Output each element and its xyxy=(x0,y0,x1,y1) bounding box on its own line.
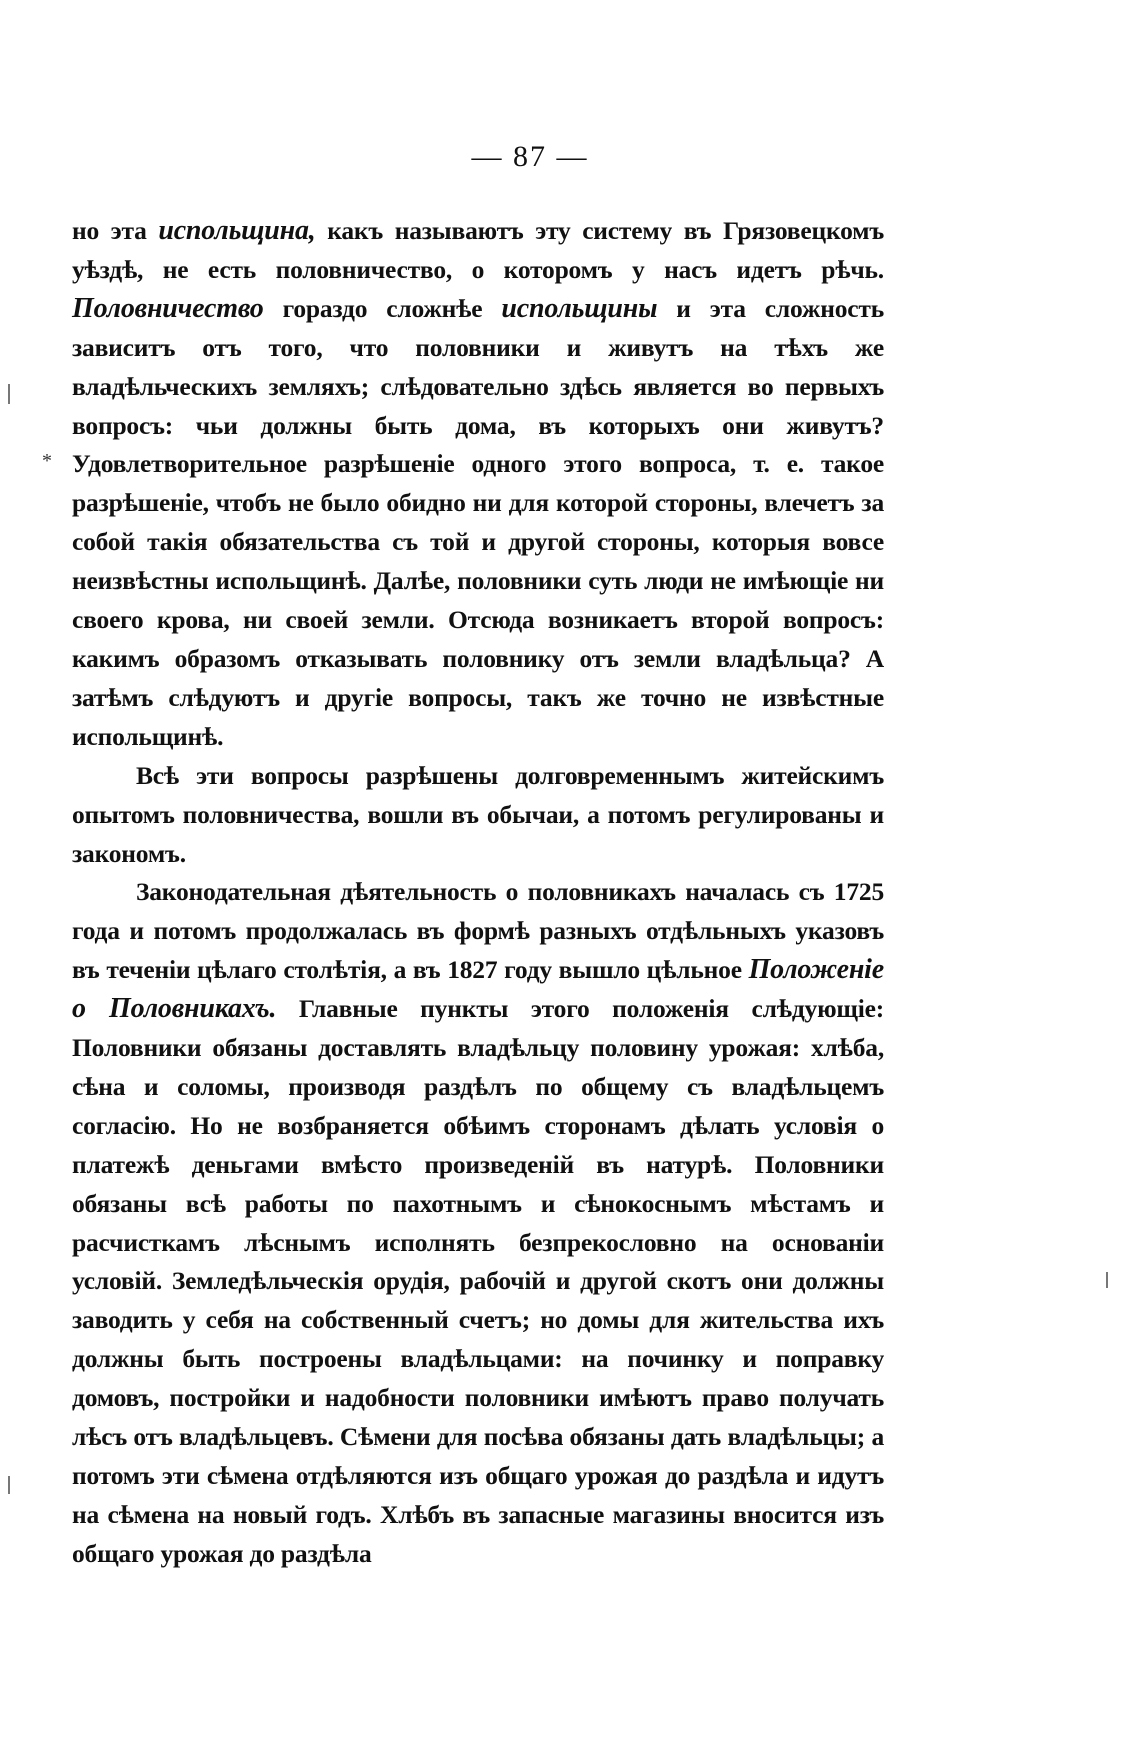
text-run: какъ называютъ эту систему въ Грязовецкомъ уѣздѣ, не есть половничество, о которомъ у насъ идетъ рѣчь. xyxy=(72,216,884,284)
margin-mark: * xyxy=(42,450,52,472)
italic-text-run: Положеніе о Половникахъ. xyxy=(72,954,884,1025)
text-run: гораздо сложнѣе xyxy=(263,293,502,323)
text-run: Главные пункты этого положенія слѣдующіе: Половники обязаны доставлять владѣльцу половину урожая: хлѣба, сѣна и соломы, производя раздѣлъ по общему съ владѣльцемъ согласію. Но не возбраняется обѣимъ сторонамъ дѣлать условія о платежѣ деньгами вмѣсто произведеній въ натурѣ. Половники обязаны всѣ работы по пахотнымъ и сѣнокоснымъ мѣстамъ и расчисткамъ лѣснымъ исполнять безпрекословно на основаніи условій. Земледѣльческія орудія, рабочій и другой скотъ они должны заводить у себя на собственный счетъ; но домы для жительства ихъ должны быть построены владѣльцами: на починку и поправку домовъ, постройки и надобности половники имѣютъ право получать лѣсъ отъ владѣльцевъ. Сѣмени для посѣва обязаны дать владѣльцы; а потомъ эти сѣмена отдѣляются изъ общаго урожая до раздѣла и идутъ на сѣмена на новый годъ. Хлѣбъ въ запасные магазины вносится изъ общаго урожая до раздѣла xyxy=(72,994,884,1568)
paragraph xyxy=(72,873,884,1573)
text-run: и эта сложность зависитъ отъ того, что половники и живутъ на тѣхъ же владѣльческихъ земляхъ; слѣдовательно здѣсь является во первыхъ вопросъ: чьи должны быть дома, въ которыхъ они живутъ? Удовлетворительное разрѣшеніе одного этого вопроса, т. е. такое разрѣшеніе, чтобъ не было обидно ни для которой стороны, влечетъ за собой такія обязательства съ той и другой стороны, которыя вовсе неизвѣстны испольщинѣ. Далѣе, половники суть люди не имѣющіе ни своего крова, ни своей земли. Отсюда возникаетъ второй вопросъ: какимъ образомъ отказывать половнику отъ земли владѣльца? А затѣмъ слѣдуютъ и другіе вопросы, такъ же точно не извѣстные испольщинѣ. xyxy=(72,293,884,751)
italic-text-run: испольщины xyxy=(501,292,658,324)
margin-line-mark xyxy=(8,384,10,404)
page-number: — 87 — xyxy=(471,140,589,173)
text-run: Законодательная дѣятельность о половникахъ началась съ 1725 года и потомъ продолжалась въ формѣ разныхъ отдѣльныхъ указовъ въ теченіи цѣлаго столѣтія, а въ 1827 году вышло цѣльное xyxy=(72,877,884,985)
italic-text-run: испольщина, xyxy=(158,215,316,246)
body-text xyxy=(72,212,884,1574)
paragraph xyxy=(72,212,884,757)
text-run: Всѣ эти вопросы разрѣшены долговременнымъ житейскимъ опытомъ половничества, вошли въ обычаи, а потомъ регулированы и закономъ. xyxy=(72,760,884,868)
margin-line-mark xyxy=(1106,1272,1108,1288)
margin-line-mark xyxy=(8,1476,10,1494)
paragraph xyxy=(72,757,884,874)
italic-text-run: Половничество xyxy=(72,292,264,324)
text-run: но эта xyxy=(72,216,159,245)
